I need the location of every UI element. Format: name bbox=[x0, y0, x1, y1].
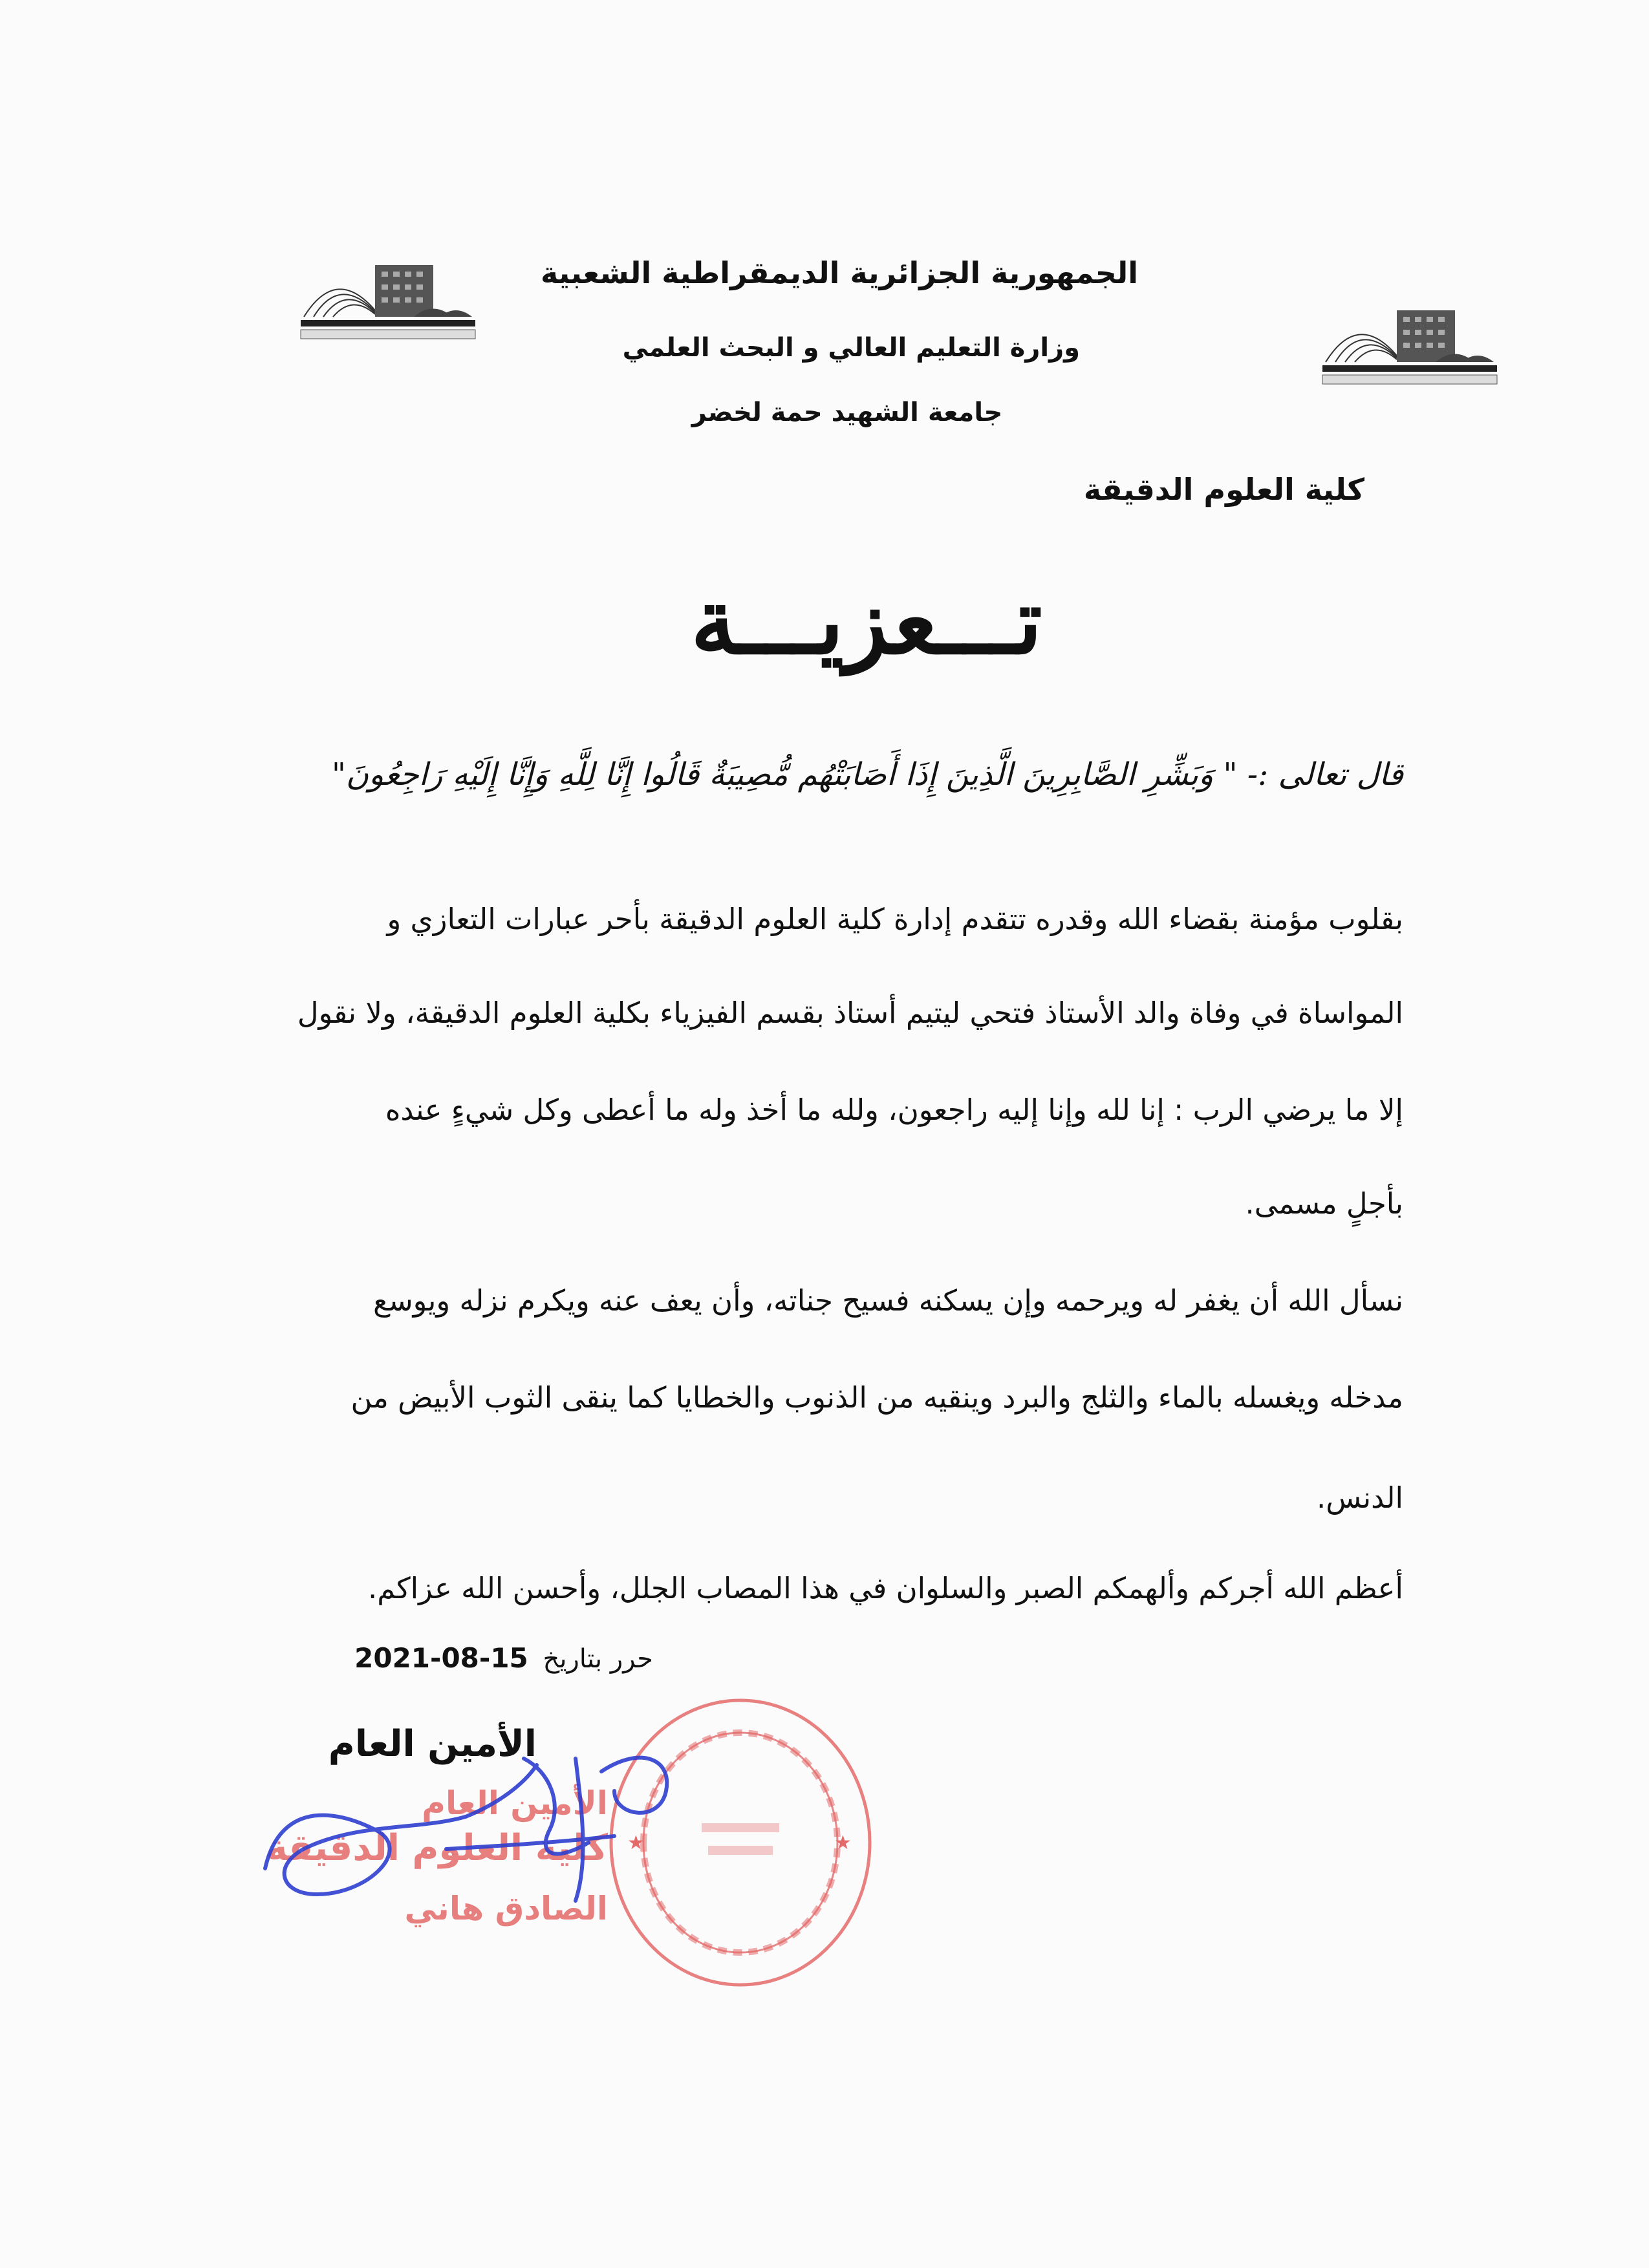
svg-text:★: ★ bbox=[834, 1832, 852, 1854]
document-title: تـــعزيـــة bbox=[691, 569, 1042, 675]
paragraph-line: إلا ما يرضي الرب : إنا لله وإنا إليه راجعون، ولله ما أخذ وله ما أعطى وكل شيءٍ عنده bbox=[385, 1093, 1403, 1127]
faculty-heading: كلية العلوم الدقيقة bbox=[1083, 472, 1364, 507]
issue-date bbox=[354, 1642, 653, 1674]
paragraph-line: مدخله ويغسله بالماء والثلج والبرد وينقيه من الذنوب والخطايا كما ينقى الثوب الأبيض من bbox=[350, 1380, 1403, 1415]
paragraph-line: نسأل الله أن يغفر له ويرحمه وإن يسكنه فسيح جناته، وأن يعف عنه ويكرم نزله ويوسع bbox=[373, 1283, 1403, 1318]
ministry-heading: وزارة التعليم العالي و البحث العلمي bbox=[622, 333, 1080, 363]
stamp-title: الأمين العام bbox=[422, 1784, 608, 1822]
date-value: 2021-08-15 bbox=[354, 1642, 528, 1674]
stamp-faculty: كلية العلوم الدقيقة bbox=[266, 1827, 608, 1869]
closing-paragraph: أعظم الله أجركم وألهمكم الصبر والسلوان في هذا المصاب الجلل، وأحسن الله عزاكم. bbox=[367, 1571, 1403, 1605]
university-heading: جامعة الشهيد حمة لخضر bbox=[691, 398, 1003, 427]
university-logo-right-icon bbox=[1313, 284, 1507, 394]
date-label: حرر بتاريخ bbox=[543, 1644, 653, 1674]
svg-text:★: ★ bbox=[627, 1832, 645, 1854]
paragraph-line: بقلوب مؤمنة بقضاء الله وقدره تتقدم إدارة كلية العلوم الدقيقة بأحر عبارات التعازي و bbox=[387, 902, 1403, 936]
quran-verse: قال تعالى :- " وَبَشِّرِ الصَّابِرِينَ الَّذِينَ إِذَا أَصَابَتْهُم مُّصِيبَةٌ قَالُوا إِنَّا لِلَّهِ وَإِنَّا إِلَيْهِ رَاجِعُونَ" bbox=[331, 756, 1403, 793]
country-heading: الجمهورية الجزائرية الديمقراطية الشعبية bbox=[540, 255, 1138, 290]
stamp-name: الصادق هاني bbox=[404, 1890, 608, 1927]
paragraph-line: بأجلٍ مسمى. bbox=[1245, 1186, 1403, 1221]
handwritten-signature-icon bbox=[252, 1733, 692, 1927]
university-logo-left-icon bbox=[291, 239, 485, 349]
paragraph-line: الدنس. bbox=[1316, 1481, 1403, 1515]
paragraph-line: المواساة في وفاة والد الأستاذ فتحي ليتيم أستاذ بقسم الفيزياء بكلية العلوم الدقيقة، ولا نقول bbox=[297, 996, 1403, 1030]
signer-title: الأمين العام bbox=[328, 1723, 537, 1765]
